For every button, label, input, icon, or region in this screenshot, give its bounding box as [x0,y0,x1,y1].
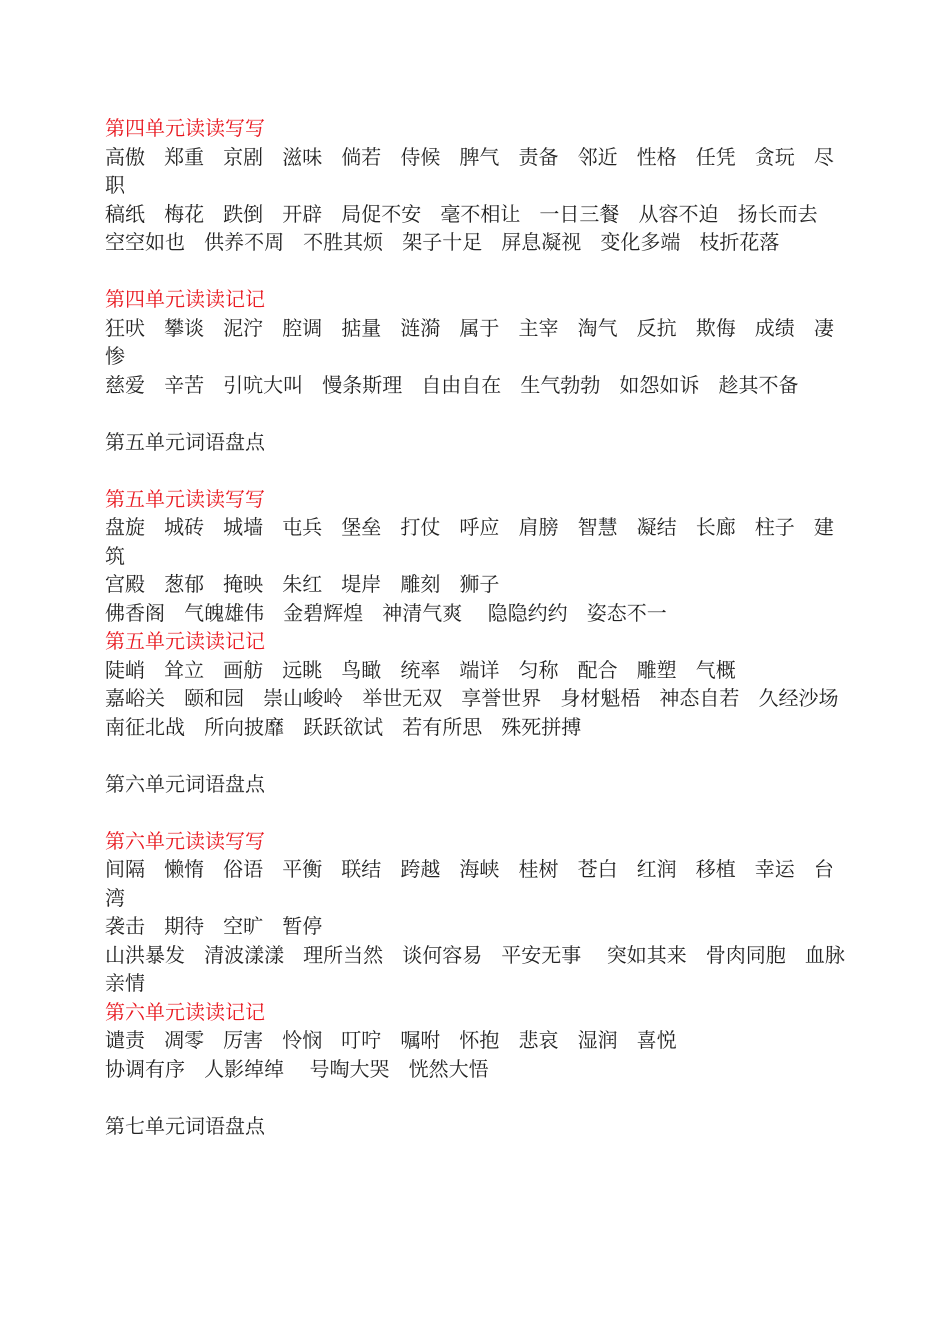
text-line: 谴责 凋零 厉害 怜悯 叮咛 嘱咐 怀抱 悲哀 湿润 喜悦 [105,1028,677,1052]
blank-line [105,798,850,827]
text-line: 山洪暴发 清波漾漾 理所当然 谈何容易 平安无事 突如其来 骨肉同胞 血脉亲情 [105,942,845,995]
text-line: 间隔 懒惰 俗语 平衡 联结 跨越 海峡 桂树 苍白 红润 移植 幸运 台湾 [105,857,834,910]
text-line: 慈爱 辛苦 引吭大叫 慢条斯理 自由自在 生气勃勃 如怨如诉 趁其不备 [105,372,799,397]
blank-line [105,1083,850,1112]
section-heading: 第五单元读读写写 [105,486,265,511]
text-line: 空空如也 供养不周 不胜其烦 架子十足 屏息凝视 变化多端 枝折花落 [105,230,780,254]
text-line: 宫殿 葱郁 掩映 朱红 堤岸 雕刻 狮子 [105,572,500,596]
blank-line [105,741,850,770]
text-line: 盘旋 城砖 城墙 屯兵 堡垒 打仗 呼应 肩膀 智慧 凝结 长廊 柱子 建筑 [105,515,834,568]
text-line: 协调有序 人影绰绰 号啕大哭 恍然大悟 [105,1056,489,1081]
text-line: 第五单元词语盘点 [105,429,265,454]
section-heading: 第四单元读读记记 [105,287,265,311]
text-line: 第七单元词语盘点 [105,1113,265,1138]
blank-line [105,257,850,286]
text-line: 南征北战 所向披靡 跃跃欲试 若有所思 殊死拼搏 [105,714,582,739]
section-heading: 第六单元读读写写 [105,828,265,853]
text-line: 陡峭 耸立 画舫 远眺 鸟瞰 统率 端详 匀称 配合 雕塑 气概 [105,657,736,682]
text-line: 狂吠 攀谈 泥泞 腔调 掂量 涟漪 属于 主宰 淘气 反抗 欺侮 成绩 凄惨 [105,315,834,368]
text-line: 高傲 郑重 京剧 滋味 倘若 侍候 脾气 责备 邻近 性格 任凭 贪玩 尽职 [105,144,834,197]
text-line: 第六单元词语盘点 [105,771,265,796]
section-heading: 第四单元读读写写 [105,116,265,140]
blank-line [105,456,850,485]
text-line: 嘉峪关 颐和园 崇山峻岭 举世无双 享誉世界 身材魁梧 神态自若 久经沙场 [105,686,839,710]
blank-line [105,399,850,428]
section-heading: 第六单元读读记记 [105,999,265,1024]
section-heading: 第五单元读读记记 [105,629,265,653]
text-line: 稿纸 梅花 跌倒 开辟 局促不安 毫不相让 一日三餐 从容不迫 扬长而去 [105,201,818,226]
text-line: 佛香阁 气魄雄伟 金碧辉煌 神清气爽 隐隐约约 姿态不一 [105,600,667,625]
text-line: 袭击 期待 空旷 暂停 [105,914,323,938]
